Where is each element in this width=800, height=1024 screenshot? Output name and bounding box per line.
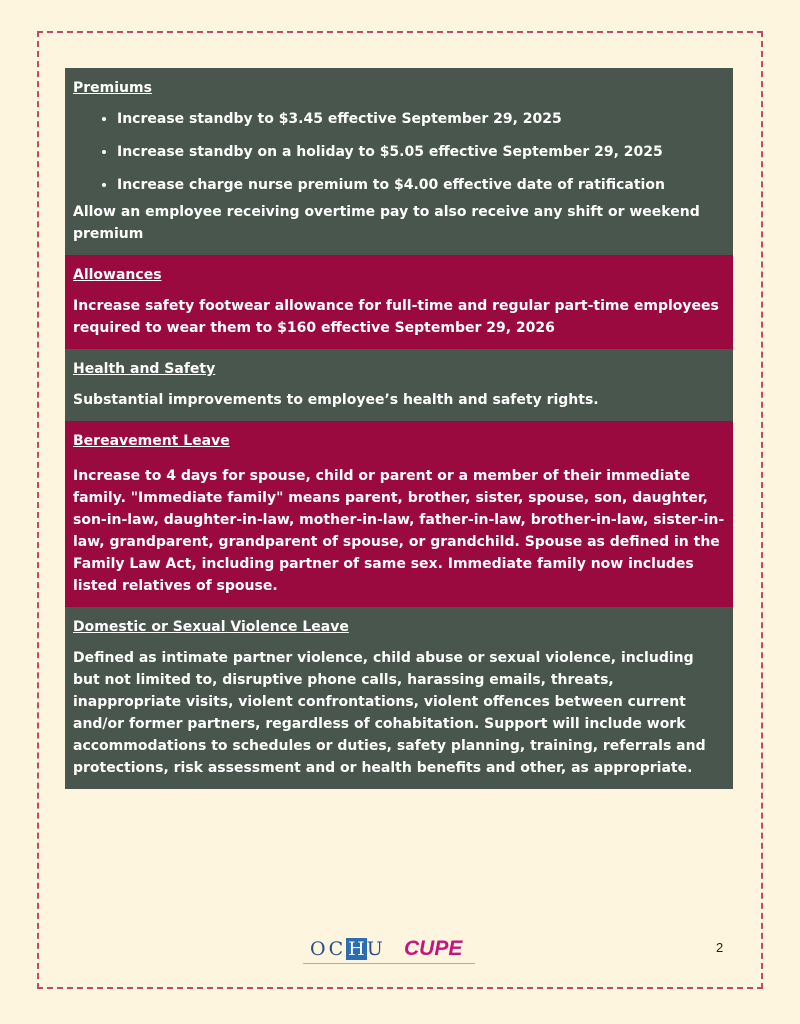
document-content (65, 68, 733, 789)
list-item: • Increase standby on a holiday to $5.05 effective September 29, 2025 (117, 141, 725, 163)
ochu-logo (310, 938, 386, 960)
section-heading: Premiums (73, 80, 152, 96)
section-bereavement-leave (65, 421, 733, 607)
page-number: 2 (716, 940, 724, 955)
section-text: Increase safety footwear allowance for full-time and regular part-time employees required to wear them to $160 effective September 29, 2026 (73, 298, 719, 336)
premiums-list (73, 108, 725, 196)
ochu-letter: C (328, 938, 347, 960)
section-allowances (65, 255, 733, 349)
section-heading: Domestic or Sexual Violence Leave (73, 619, 349, 635)
list-item: • Increase standby to $3.45 effective September 29, 2025 (117, 108, 725, 130)
footer-logos (300, 938, 480, 970)
section-text: Defined as intimate partner violence, child abuse or sexual violence, including but not limited to, disruptive phone calls, harassing emails, threats, inappropriate visits, violent confrontations, violent offences between current and/or former partners, regardless of cohabitation. Support will include work accommodations to schedules or duties, safety planning, training, referrals and protections, risk assessment and or health benefits and other, as appropriate. (73, 650, 706, 776)
section-heading: Bereavement Leave (73, 433, 230, 449)
section-heading: Allowances (73, 267, 162, 283)
section-premiums (65, 68, 733, 255)
ochu-letter-h: H (348, 938, 365, 960)
ochu-letter: U (366, 938, 386, 960)
list-item: • Increase charge nurse premium to $4.00 effective date of ratification (117, 174, 725, 196)
logo-divider (303, 963, 475, 964)
section-domestic-violence-leave (65, 607, 733, 789)
ochu-letter: O (310, 938, 329, 960)
cupe-logo: CUPE (404, 937, 463, 960)
section-health-and-safety (65, 349, 733, 421)
section-text: Substantial improvements to employee’s health and safety rights. (73, 392, 599, 408)
section-heading: Health and Safety (73, 361, 216, 377)
section-text: Increase to 4 days for spouse, child or parent or a member of their immediate family. "Immediate family" means parent, brother, sister, spouse, son, daughter, son-in-law, daughter-in-law, mother-in-law, father-in-law, brother-in-law, sister-in-law, grandparent, grandparent of spouse, or grandchild. Spouse as defined in the Family Law Act, including partner of same sex. Immediate family now includes listed relatives of spouse. (73, 468, 725, 594)
section-text: Allow an employee receiving overtime pay to also receive any shift or weekend premium (73, 204, 700, 242)
